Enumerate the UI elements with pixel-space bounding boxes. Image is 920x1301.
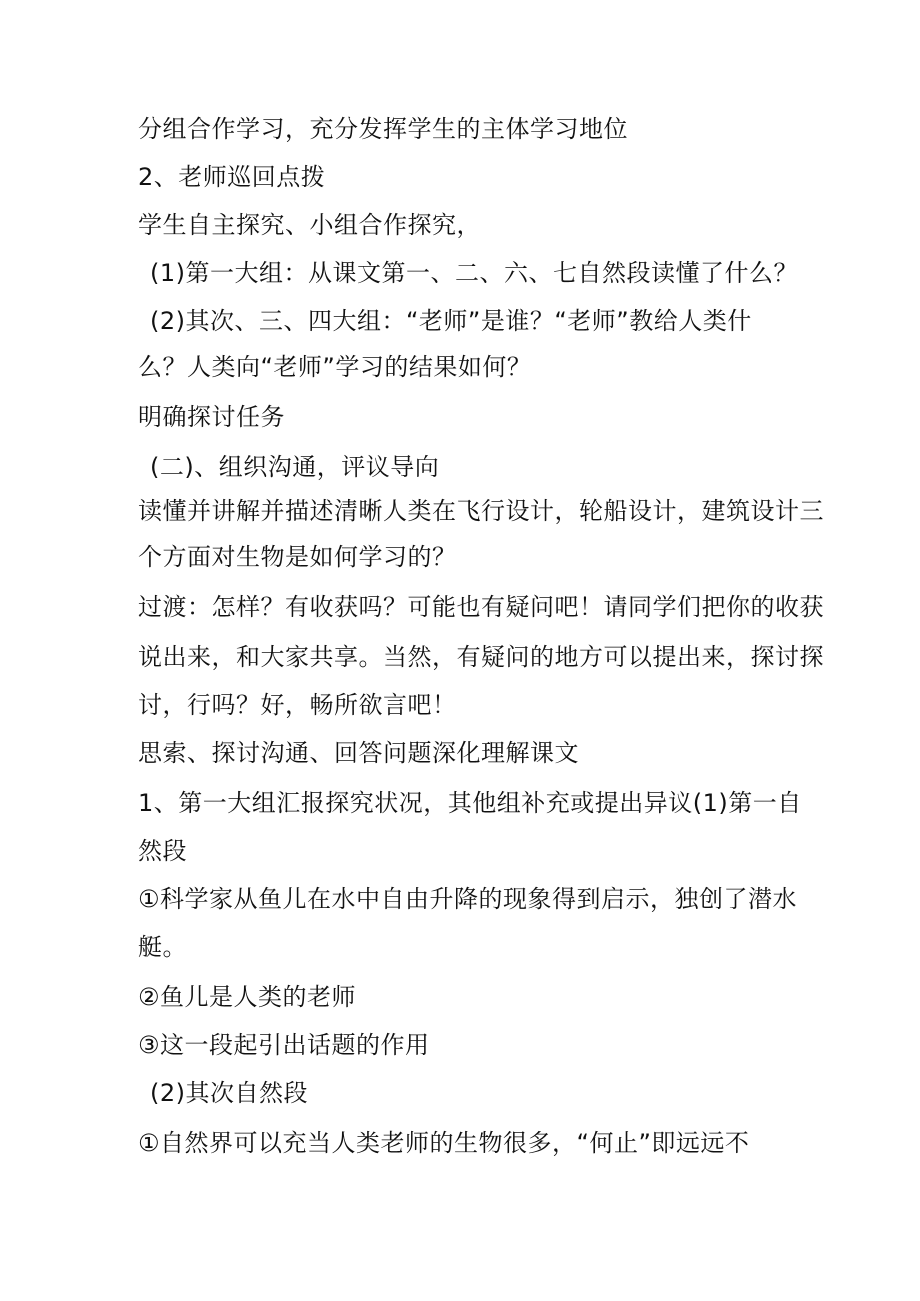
text-line: 么？人类向“老师”学习的结果如何？: [138, 353, 532, 381]
text-line: 2、老师巡回点拨: [138, 163, 326, 191]
text-line: 说出来，和大家共享。当然，有疑问的地方可以提出来，探讨探: [138, 643, 824, 671]
text-line: ①自然界可以充当人类老师的生物很多，“何止”即远远不: [138, 1129, 750, 1157]
text-line: 思索、探讨沟通、回答问题深化理解课文: [138, 739, 579, 767]
text-line: ③这一段起引出话题的作用: [138, 1031, 430, 1059]
text-line: 1、第一大组汇报探究状况，其他组补充或提出异议(1)第一自: [138, 789, 802, 817]
text-line: (二)、组织沟通，评议导向: [150, 453, 440, 481]
text-line: (2)其次、三、四大组：“老师”是谁？“老师”教给人类什: [150, 307, 752, 335]
text-line: 艇。: [138, 933, 187, 961]
text-line: 分组合作学习，充分发挥学生的主体学习地位: [138, 115, 628, 143]
text-line: 学生自主探究、小组合作探究，: [138, 211, 481, 239]
text-line: 然段: [138, 837, 187, 865]
text-line: 读懂并讲解并描述清晰人类在飞行设计，轮船设计，建筑设计三: [138, 497, 824, 525]
text-line: 过渡：怎样？有收获吗？可能也有疑问吧！请同学们把你的收获: [138, 593, 824, 621]
text-line: ②鱼儿是人类的老师: [138, 983, 357, 1011]
text-line: ①科学家从鱼儿在水中自由升降的现象得到启示，独创了潜水: [138, 885, 798, 913]
text-line: 讨，行吗？好，畅所欲言吧！: [138, 691, 457, 719]
text-line: (1)第一大组：从课文第一、二、六、七自然段读懂了什么？: [150, 259, 798, 287]
text-line: 个方面对生物是如何学习的？: [138, 543, 457, 571]
text-line: 明确探讨任务: [138, 403, 285, 431]
text-line: (2)其次自然段: [150, 1079, 308, 1107]
